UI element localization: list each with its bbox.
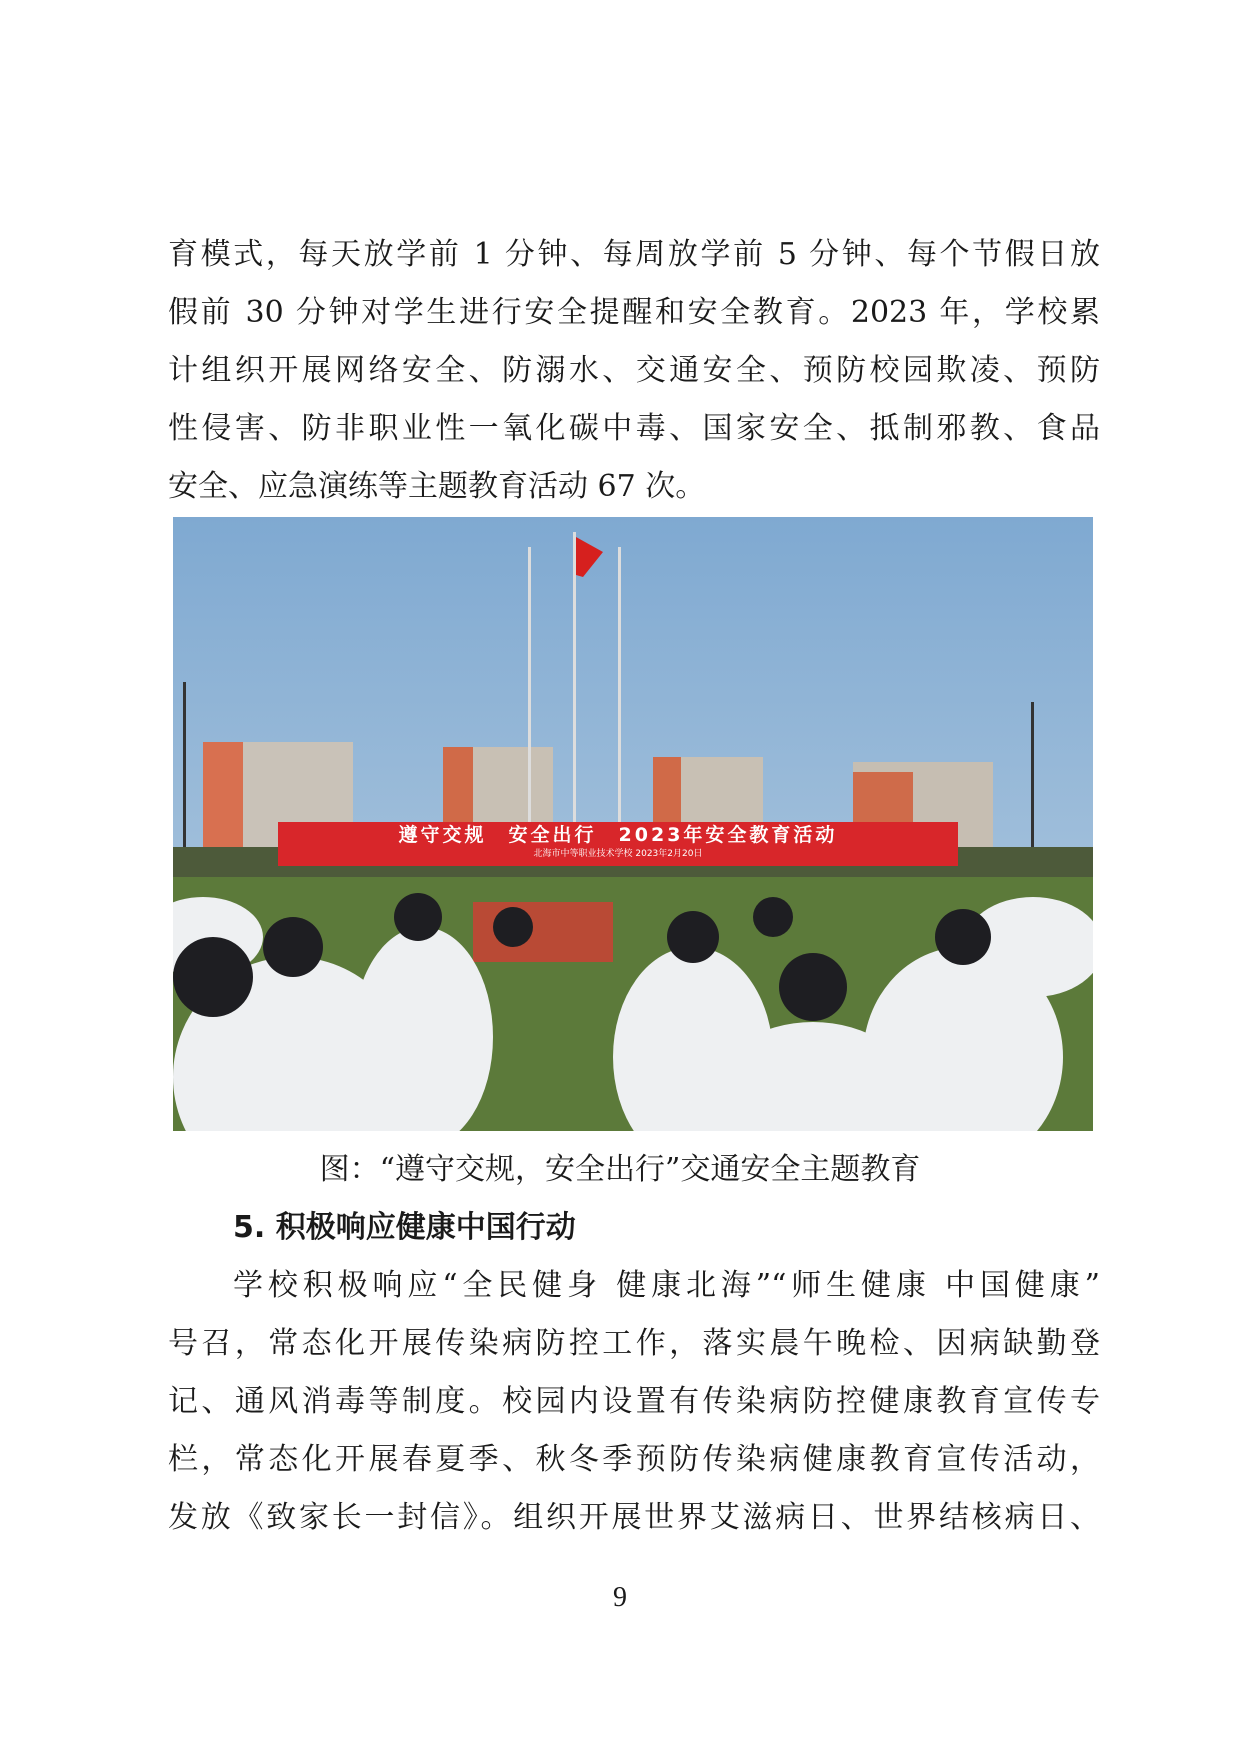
page-number: 9: [613, 1582, 627, 1613]
body-text-line: 假前 30 分钟对学生进行安全提醒和安全教育。2023 年，学校累: [168, 295, 1100, 330]
body-text-line: 安全、应急演练等主题教育活动 67 次。: [168, 469, 706, 504]
body-text-line: 记、通风消毒等制度。校园内设置有传染病防控健康教育宣传专: [168, 1384, 1100, 1419]
body-text-line: 学校积极响应“全民健身 健康北海”“师生健康 中国健康”: [233, 1268, 1100, 1303]
event-banner: [278, 822, 958, 866]
photo-caption: 图：“遵守交规，安全出行”交通安全主题教育: [319, 1152, 921, 1187]
body-text-line: 号召，常态化开展传染病防控工作，落实晨午晚检、因病缺勤登: [168, 1326, 1100, 1361]
body-text-line: 性侵害、防非职业性一氧化碳中毒、国家安全、抵制邪教、食品: [168, 411, 1100, 446]
section-heading: 5. 积极响应健康中国行动: [233, 1210, 576, 1245]
banner-subtitle: 北海市中等职业技术学校 2023年2月20日: [533, 849, 703, 859]
body-text-line: 发放《致家长一封信》。组织开展世界艾滋病日、世界结核病日、: [168, 1500, 1100, 1535]
event-photo: [173, 517, 1093, 1131]
banner-title: 遵守交规 安全出行 2023年安全教育活动: [398, 824, 838, 846]
body-text-line: 栏，常态化开展春夏季、秋冬季预防传染病健康教育宣传活动，: [168, 1442, 1100, 1477]
body-text-line: 育模式，每天放学前 1 分钟、每周放学前 5 分钟、每个节假日放: [168, 237, 1100, 272]
body-text-line: 计组织开展网络安全、防溺水、交通安全、预防校园欺凌、预防: [168, 353, 1100, 388]
